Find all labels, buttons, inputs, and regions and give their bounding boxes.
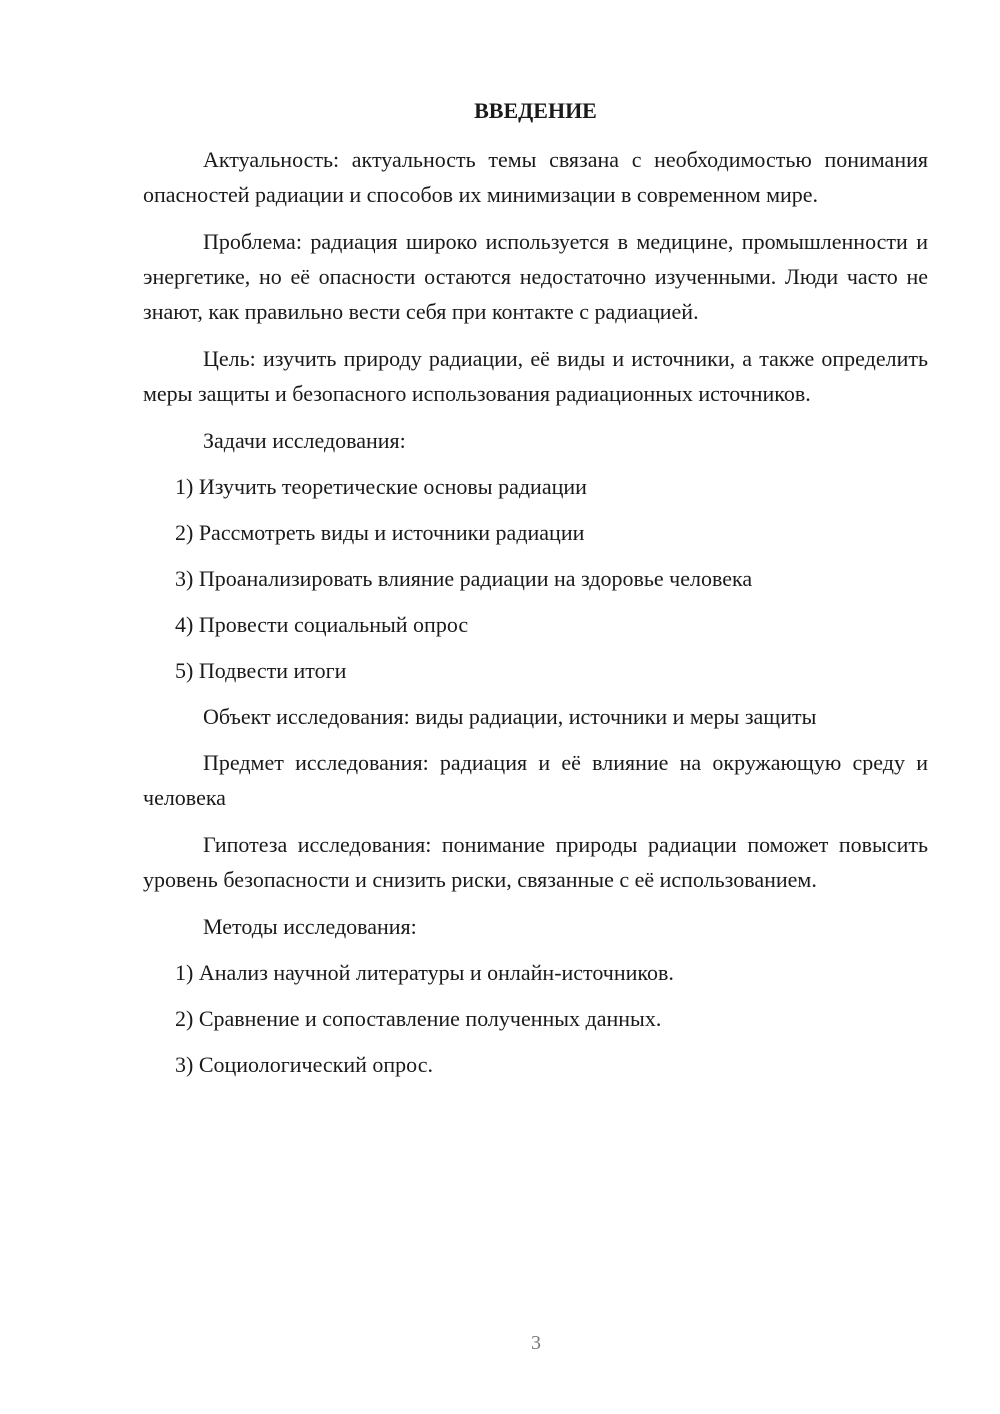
object-paragraph: Объект исследования: виды радиации, источники и меры защиты bbox=[203, 704, 817, 729]
methods-list bbox=[143, 955, 928, 1082]
task-item: 2) Рассмотреть виды и источники радиации bbox=[175, 520, 585, 545]
method-item: 2) Сравнение и сопоставление полученных данных. bbox=[175, 1006, 662, 1031]
problem-paragraph: Проблема: радиация широко используется в медицине, промышленности и энергетике, но её опасности остаются недостаточно изученными. Люди часто не знают, как правильно вести себя при контакте с радиацией. bbox=[143, 229, 928, 324]
task-item: 4) Провести социальный опрос bbox=[175, 612, 469, 637]
page-content bbox=[143, 94, 928, 1093]
methods-title: Методы исследования: bbox=[203, 914, 417, 939]
section-heading: ВВЕДЕНИЕ bbox=[474, 98, 597, 123]
relevance-paragraph: Актуальность: актуальность темы связана с необходимостью понимания опасностей радиации и способов их минимизации в современном мире. bbox=[143, 147, 928, 207]
task-item: 1) Изучить теоретические основы радиации bbox=[175, 474, 587, 499]
hypothesis-paragraph: Гипотеза исследования: понимание природы радиации поможет повысить уровень безопасности и снизить риски, связанные с её использованием. bbox=[143, 832, 928, 892]
task-item: 3) Проанализировать влияние радиации на здоровье человека bbox=[175, 566, 753, 591]
method-item: 3) Социологический опрос. bbox=[175, 1052, 433, 1077]
tasks-title: Задачи исследования: bbox=[203, 428, 406, 453]
method-item: 1) Анализ научной литературы и онлайн-источников. bbox=[175, 960, 674, 985]
tasks-list bbox=[143, 469, 928, 688]
page-number: 3 bbox=[531, 1332, 541, 1354]
subject-paragraph: Предмет исследования: радиация и её влияние на окружающую среду и человека bbox=[143, 750, 928, 810]
task-item: 5) Подвести итоги bbox=[175, 658, 347, 683]
goal-paragraph: Цель: изучить природу радиации, её виды и источники, а также определить меры защиты и безопасного использования радиационных источников. bbox=[143, 346, 928, 406]
